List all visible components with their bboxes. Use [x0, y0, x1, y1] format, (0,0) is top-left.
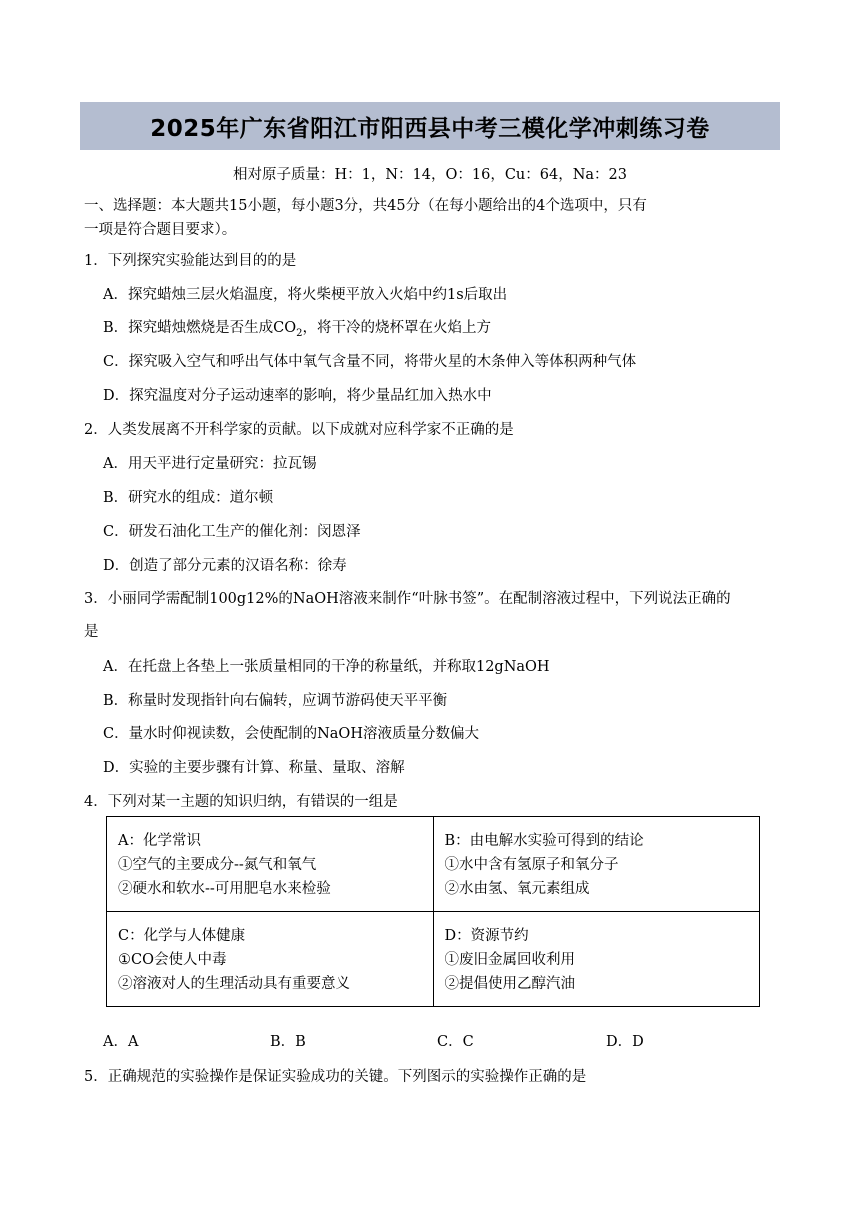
- q3-option-b: B．称量时发现指针向右偏转，应调节游码使天平平衡: [103, 693, 448, 709]
- page-title: 2025年广东省阳江市阳西县中考三模化学冲刺练习卷: [150, 115, 710, 142]
- cell-a-item2: ②硬水和软水--可用肥皂水来检验: [118, 881, 331, 897]
- q2-option-b: B．研究水的组成：道尔顿: [103, 490, 274, 506]
- q1-option-b-post: ，将干冷的烧杯罩在火焰上方: [302, 320, 492, 336]
- q3-option-c: C．量水时仰视读数，会使配制的NaOH溶液质量分数偏大: [103, 726, 479, 742]
- section-heading-line1: 一、选择题：本大题共15小题，每小题3分，共45分（在每小题给出的4个选项中，只有: [84, 198, 647, 214]
- q2-option-d: D．创造了部分元素的汉语名称：徐寿: [103, 558, 347, 574]
- section-heading-line2: 一项是符合题目要求）。: [84, 222, 237, 238]
- q1-option-a: A．探究蜡烛三层火焰温度，将火柴梗平放入火焰中约1s后取出: [103, 287, 508, 303]
- cell-c-item2: ②溶液对人的生理活动具有重要意义: [118, 976, 350, 992]
- q1-stem: 1．下列探究实验能达到目的的是: [84, 253, 297, 269]
- cell-d: [433, 912, 760, 1007]
- q3-option-a: A．在托盘上各垫上一张质量相同的干净的称量纸，并称取12gNaOH: [103, 659, 550, 675]
- cell-b-item1: ①水中含有氢原子和氧分子: [444, 857, 619, 873]
- q3-stem-line1: 3．小丽同学需配制100g12%的NaOH溶液来制作“叶脉书签”。在配制溶液过程中，下列说法正确的: [84, 591, 731, 607]
- cell-a-title: A：化学常识: [118, 833, 201, 849]
- q3-option-d: D．实验的主要步骤有计算、称量、量取、溶解: [103, 760, 405, 776]
- q1-option-d: D．探究温度对分子运动速率的影响，将少量品红加入热水中: [103, 388, 492, 404]
- title-banner: [80, 102, 780, 150]
- q2-stem: 2．人类发展离不开科学家的贡献。以下成就对应科学家不正确的是: [84, 422, 514, 438]
- cell-b-item2: ②水由氢、氧元素组成: [444, 881, 590, 897]
- q4-choice-b: B．B: [270, 1034, 306, 1050]
- cell-d-title: D：资源节约: [444, 928, 529, 944]
- cell-c-item1: ①CO会使人中毒: [118, 952, 227, 968]
- cell-a: [107, 817, 434, 912]
- q4-stem: 4．下列对某一主题的知识归纳，有错误的一组是: [84, 794, 398, 810]
- q2-option-a: A．用天平进行定量研究：拉瓦锡: [103, 456, 317, 472]
- q1-option-b: [103, 316, 491, 339]
- q4-choice-c: C．C: [437, 1034, 474, 1050]
- q4-choice-d: D．D: [606, 1034, 644, 1050]
- cell-d-item2: ②提倡使用乙醇汽油: [444, 976, 575, 992]
- atomic-mass-line: 相对原子质量：H：1，N：14，O：16，Cu：64，Na：23: [232, 167, 627, 183]
- cell-b-title: B：由电解水实验可得到的结论: [444, 833, 644, 849]
- q4-choice-a: A．A: [103, 1034, 139, 1050]
- q4-knowledge-table: [106, 816, 760, 1007]
- q1-option-b-pre: B．探究蜡烛燃烧是否生成CO: [103, 320, 297, 336]
- cell-c: [107, 912, 434, 1007]
- table-row: [107, 817, 760, 912]
- table-row: [107, 912, 760, 1007]
- cell-b: [433, 817, 760, 912]
- q5-stem: 5．正确规范的实验操作是保证实验成功的关键。下列图示的实验操作正确的是: [84, 1069, 587, 1085]
- cell-d-item1: ①废旧金属回收利用: [444, 952, 575, 968]
- cell-a-item1: ①空气的主要成分--氮气和氧气: [118, 857, 317, 873]
- q2-option-c: C．研发石油化工生产的催化剂：闵恩泽: [103, 524, 361, 540]
- q1-option-c: C．探究吸入空气和呼出气体中氧气含量不同，将带火星的木条伸入等体积两种气体: [103, 354, 637, 370]
- cell-c-title: C：化学与人体健康: [118, 928, 246, 944]
- q3-stem-line2: 是: [84, 624, 99, 640]
- q1-option-b-sub: 2: [296, 327, 303, 339]
